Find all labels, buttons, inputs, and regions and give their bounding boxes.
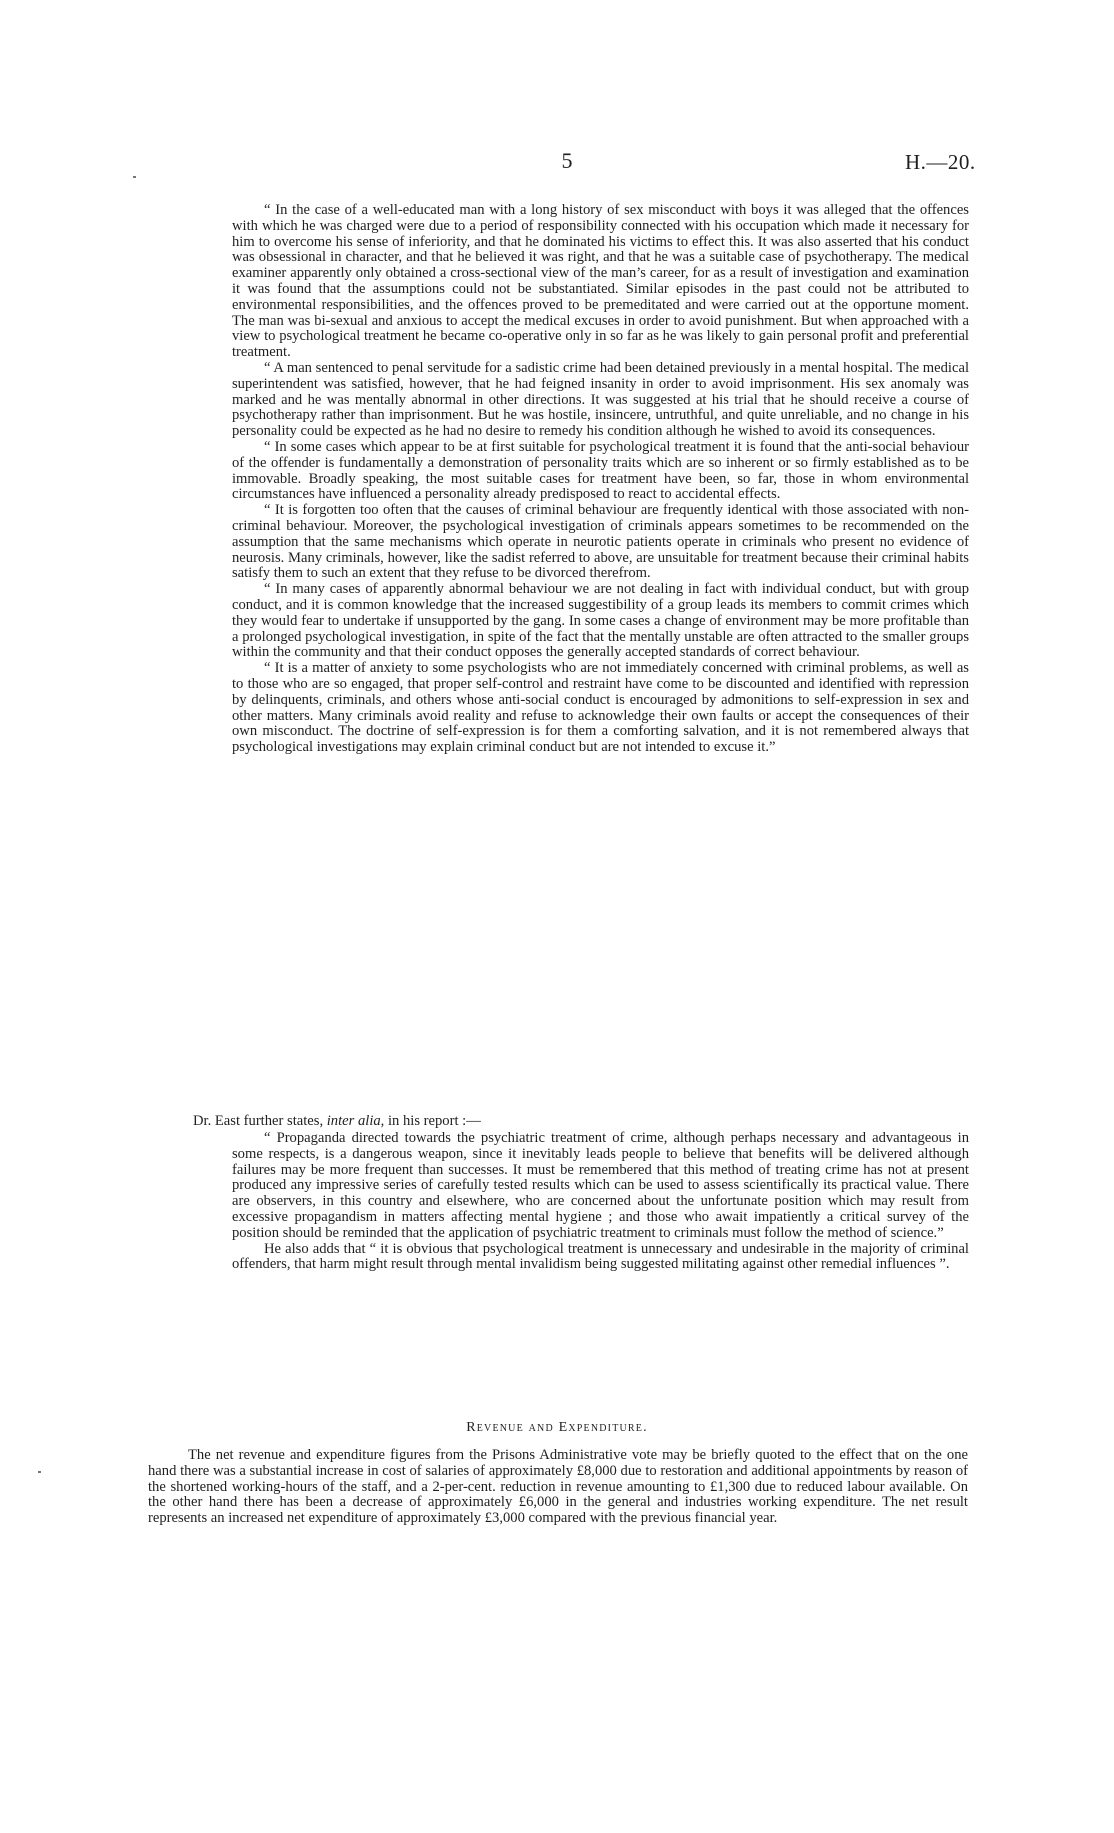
quote-paragraph: “ In the case of a well-educated man with a long history of sex misconduct with boys it was alleged that the offences with which he was charged were due to a period of responsibility connected with his occupation which made it necessary for him to overcome his sense of inferiority, and that he dominated his victims to effect this. It was also asserted that his conduct was obsessional in character, and that he believed it was right, and that he was a suitable case of psychotherapy. The medical examiner apparently only obtained a cross-sectional view of the man’s career, for as a result of investigation and examination it was found that the assumptions could not be substantiated. Similar episodes in the past could not be attributed to environmental responsibilities, and the offences proved to be premeditated and were carried out at the opportune moment. The man was bi-sexual and anxious to accept the medical excuses in order to avoid punishment. But when approached with a view to psychological treatment he became co-operative only in so far as he was likely to gain personal profit and preferential treatment. [232, 202, 969, 361]
intro-latin-phrase: inter alia [326, 1113, 381, 1129]
page-number: 5 [561, 148, 573, 173]
quote-paragraph: “ In some cases which appear to be at first suitable for psychological treatment it is found that the anti-social behaviour of the offender is fundamentally a demonstration of personality traits which are so inherent or so firmly established as to be immovable. Broadly speaking, the most suitable cases for treatment have been, so far, those in whom environmental circumstances have influenced a personality already predisposed to react to accidental effects. [232, 438, 969, 503]
east-report [232, 1131, 969, 1273]
quote-paragraph: “ A man sentenced to penal servitude for a sadistic crime had been detained previously in a mental hospital. The medical superintendent was satisfied, however, that he had feigned insanity in order to avoid imprisonment. His sex anomaly was marked and he was mentally abnormal in other directions. It was suggested at his trial that he should receive a course of psychotherapy rather than imprisonment. But he was hostile, insincere, untruthful, and quite unreliable, and no change in his personality could be expected as he had no desire to remedy his condition although he wished to avoid its consequences. [232, 359, 969, 440]
intro-text: Dr. East further states, [193, 1113, 327, 1129]
report-intro [193, 1114, 593, 1130]
quote-paragraph: “ It is a matter of anxiety to some psychologists who are not immediately concerned with criminal problems, as well as to those who are so engaged, that proper self-control and restraint have come to be discounted and identified with repression by delinquents, criminals, and others whose anti-social conduct is encouraged by admonitions to self-expression in sex and other matters. Many criminals avoid reality and refuse to acknowledge their own faults or accept the consequences of their own misconduct. The doctrine of self-expression is for them a comforting salvation, and it is not remembered always that psychological investigations may explain criminal conduct but are not intended to excuse it.” [232, 660, 969, 756]
margin-mark [133, 176, 136, 178]
quote-paragraph: “ It is forgotten too often that the causes of criminal behaviour are frequently identical with those associated with non-criminal behaviour. Moreover, the psychological investigation of criminals appears sometimes to be recommended on the assumption that the same mechanisms which operate in neurotic patients operate in criminals who present no evidence of neurosis. Many criminals, however, like the sadist referred to above, are unsuitable for treatment because their criminal habits satisfy them to such an extent that they refuse to be divorced therefrom. [232, 502, 969, 582]
quoted-cases [232, 203, 969, 756]
east-quote-paragraph: “ Propaganda directed towards the psychiatric treatment of crime, although perhaps necessary and advantageous in some respects, is a dangerous weapon, since it inevitably leads people to believe that benefits will be delivered although failures may be more frequent than successes. It must be remembered that this method of treating crime has not at present produced any impressive series of carefully tested results which can be used to assess scientifically its practical value. There are observers, in this country and elsewhere, who are concerned about the unfortunate position which may result from excessive propagandism in matters affecting mental hygiene ; and those who await impatiently a critical survey of the position should be reminded that the application of psychiatric treatment to criminals must follow the method of science.” [232, 1130, 969, 1241]
section-heading: Revenue and Expenditure. [466, 1420, 648, 1435]
section-body [148, 1448, 968, 1527]
intro-text-end: , in his report :— [380, 1113, 481, 1129]
quote-paragraph: “ In many cases of apparently abnormal behaviour we are not dealing in fact with individual conduct, but with group conduct, and it is common knowledge that the increased suggestibility of a group leads its members to commit crimes which they would fear to undertake if unsupported by the gang. In some cases a change of environment may be more profitable than a prolonged psychological investigation, in spite of the fact that the mentally unstable are often attracted to the smaller groups within the community and that their conduct opposes the generally accepted standards of correct behaviour. [232, 581, 969, 661]
margin-mark [38, 1471, 41, 1473]
document-reference: H.—20. [905, 150, 976, 174]
section-paragraph: The net revenue and expenditure figures from the Prisons Administrative vote may be briefly quoted to the effect that on the one hand there was a substantial increase in cost of salaries of approximately £8,000 due to restoration and additional appointments by reason of the shortened working-hours of the staff, and a 2-per-cent. reduction in revenue amounting to £1,300 due to reduced labour available. On the other hand there has been a decrease of approximately £6,000 in the general and industries working expenditure. The net result represents an increased net expenditure of approximately £3,000 compared with the previous financial year. [148, 1447, 968, 1527]
east-adds-paragraph: He also adds that “ it is obvious that psychological treatment is unnecessary and undesirable in the majority of criminal offenders, that harm might result through mental invalidism being suggested militating against other remedial influences ”. [232, 1240, 969, 1273]
